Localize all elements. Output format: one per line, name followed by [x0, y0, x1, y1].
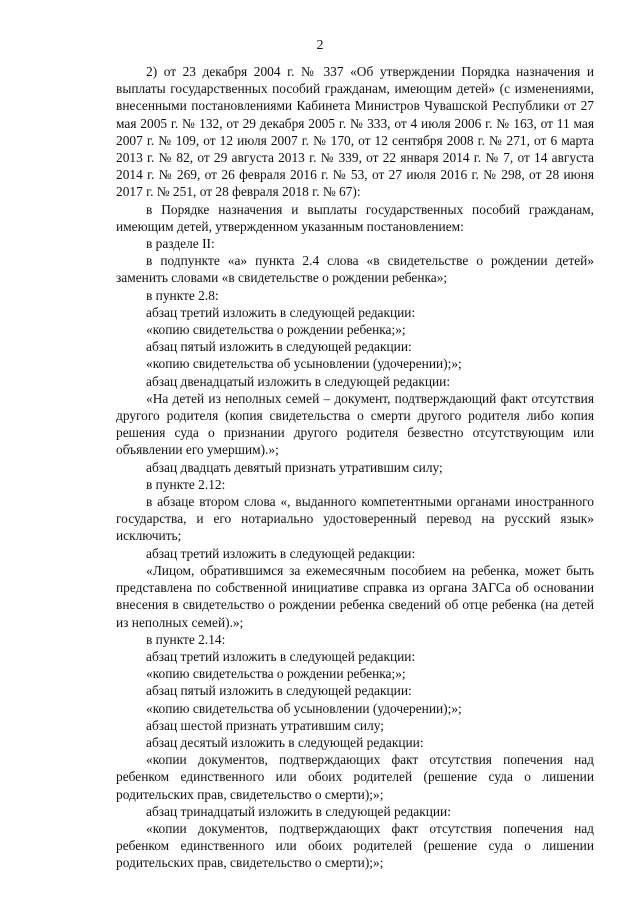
page-number: 2: [316, 38, 324, 53]
paragraph: в пункте 2.12:: [146, 476, 226, 492]
paragraph: абзац пятый изложить в следующей редакции:: [146, 683, 412, 699]
paragraph: в абзаце втором слова «, выданного компетентными органами иностранного государства, и его нотариально удостоверенный перевод на русский язык» исключить;: [116, 494, 594, 544]
paragraph: «копии документов, подтверждающих факт отсутствия попечения над ребенком единственного или обоих родителей (решение суда о лишении родительских прав, свидетельство о смерти);»;: [116, 752, 594, 802]
paragraph: абзац двадцать девятый признать утратившим силу;: [146, 459, 443, 475]
document-body: [116, 63, 594, 872]
paragraph: в пункте 2.8:: [146, 287, 219, 303]
paragraph: в подпункте «а» пункта 2.4 слова «в свидетельстве о рождении детей» заменить словами «в свидетельстве о рождении ребенка»;: [116, 253, 594, 286]
paragraph: «копию свидетельства о рождении ребенка;»;: [146, 322, 406, 338]
paragraph: «копию свидетельства об усыновлении (удочерении);»;: [146, 356, 462, 372]
paragraph: абзац тринадцатый изложить в следующей редакции:: [146, 803, 451, 819]
paragraph: «Лицом, обратившимся за ежемесячным пособием на ребенка, может быть представлена по собственной инициативе справка из органа ЗАГСа об основании внесения в свидетельство о рождении ребенка сведений об отце ребенка (на детей из неполных семей).»;: [116, 562, 594, 630]
paragraph: абзац десятый изложить в следующей редакции:: [146, 734, 424, 750]
paragraph: в пункте 2.14:: [146, 631, 226, 647]
paragraph: «На детей из неполных семей – документ, подтверждающий факт отсутствия другого родителя (копия свидетельства о смерти другого родителя либо копия решения суда о признании другого родителя безвестно отсутствующим или объявлении его умершим).»;: [116, 390, 594, 458]
paragraph: абзац пятый изложить в следующей редакции:: [146, 339, 412, 355]
paragraph: «копии документов, подтверждающих факт отсутствия попечения над ребенком единственного или обоих родителей (решение суда о лишении родительских прав, свидетельство о смерти);»;: [116, 820, 594, 871]
paragraph: абзац шестой признать утратившим силу;: [146, 717, 384, 733]
paragraph: абзац двенадцатый изложить в следующей редакции:: [146, 373, 451, 389]
paragraph: 2) от 23 декабря 2004 г. № 337 «Об утверждении Порядка назначения и выплаты государственных пособий гражданам, имеющим детей» (с изменениями, внесенными постановлениями Кабинета Министров Чувашской Республики от 27 мая 2005 г. № 132, от 29 декабря 2005 г. № 333, от 4 июля 2006 г. № 163, от 11 мая 2007 г. № 109, от 12 июля 2007 г. № 170, от 12 сентября 2008 г. № 271, от 6 марта 2013 г. № 82, от 29 августа 2013 г. № 339, от 22 января 2014 г. № 7, от 14 августа 2014 г. № 269, от 26 февраля 2016 г. № 53, от 27 июля 2016 г. № 298, от 28 июня 2017 г. № 251, от 28 февраля 2018 г. № 67):: [116, 64, 594, 200]
paragraph: «копию свидетельства о рождении ребенка;»;: [146, 666, 406, 682]
paragraph: абзац третий изложить в следующей редакции:: [146, 648, 416, 664]
paragraph: в разделе II:: [146, 236, 215, 252]
paragraph: в Порядке назначения и выплаты государственных пособий гражданам, имеющим детей, утвержденном указанным постановлением:: [116, 201, 594, 234]
paragraph: абзац третий изложить в следующей редакции:: [146, 304, 416, 320]
paragraph: абзац третий изложить в следующей редакции:: [146, 545, 416, 561]
paragraph: «копию свидетельства об усыновлении (удочерении);»;: [146, 700, 462, 716]
